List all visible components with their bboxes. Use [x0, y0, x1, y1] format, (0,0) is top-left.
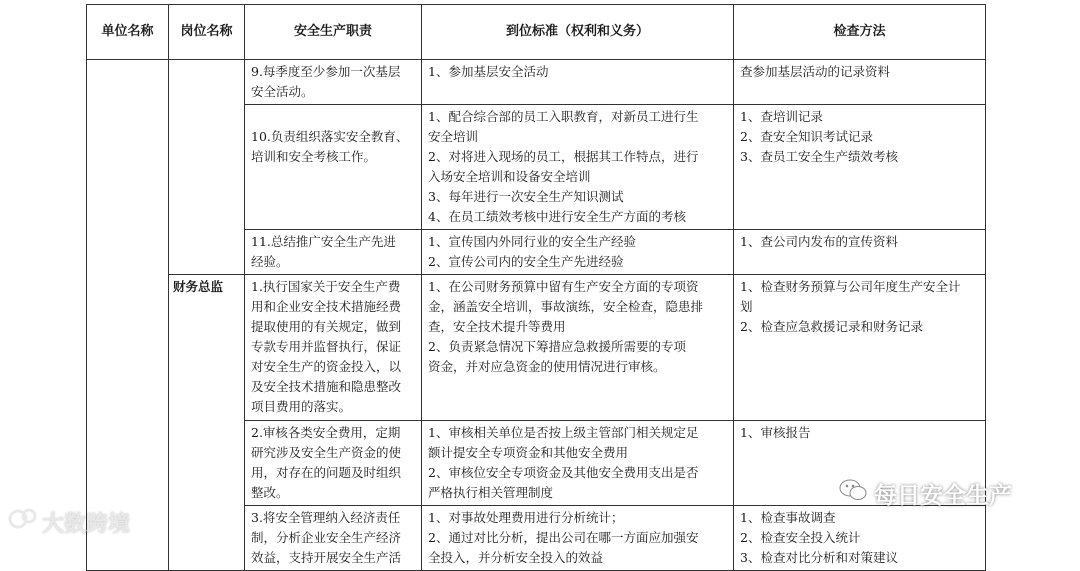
method-cell	[734, 506, 986, 571]
method-cell	[734, 230, 986, 275]
header-post: 岗位名称	[169, 5, 245, 60]
standard-line: 额计提安全专项资金和其他安全费用	[428, 445, 629, 460]
duty-line: 经验。	[251, 254, 289, 269]
standard-line: 查，安全技术提升等费用	[428, 319, 566, 334]
standard-line: 1、对事故处理费用进行分析统计；	[428, 510, 624, 525]
standard-line: 3、每年进行一次安全生产知识测试	[428, 189, 624, 204]
standard-line: 2、负责紧急情况下筹措应急救援所需要的专项	[428, 339, 686, 354]
standard-line: 2、审核位安全专项资金及其他安全费用支出是否	[428, 465, 699, 480]
duty-cell	[245, 105, 422, 230]
watermark-right	[838, 476, 1012, 510]
standard-line: 4、在员工绩效考核中进行安全生产方面的考核	[428, 209, 686, 224]
method-line: 1、检查事故调查	[740, 510, 836, 525]
duty-line: 用和企业安全技术措施经费	[251, 299, 402, 314]
method-line: 1、查公司内发布的宣传资料	[740, 234, 898, 249]
header-method: 检查方法	[734, 5, 986, 60]
header-duty: 安全生产职责	[245, 5, 422, 60]
duty-line: 3.将安全管理纳入经济责任	[251, 510, 401, 525]
post-cell: 财务总监	[169, 275, 245, 571]
duty-line: 提取使用的有关规定，做到	[251, 319, 402, 334]
standard-line: 1、配合综合部的员工入职教育，对新员工进行生	[428, 109, 699, 124]
duty-line: 9.每季度至少参加一次基层	[251, 64, 401, 79]
standard-line: 2、对将进入现场的员工，根据其工作特点，进行	[428, 149, 699, 164]
duty-line: 安全活动。	[251, 84, 314, 99]
duty-cell	[245, 421, 422, 506]
duty-line: 项目费用的落实。	[251, 399, 352, 414]
duty-line: 专款专用并监督执行，保证	[251, 339, 402, 354]
duty-cell	[245, 506, 422, 571]
table-header-row	[87, 5, 986, 60]
standard-line: 1、参加基层安全活动	[428, 64, 549, 79]
method-cell	[734, 275, 986, 421]
standard-line: 安全培训	[428, 129, 479, 144]
standard-cell	[422, 421, 734, 506]
standard-line: 全投入，并分析安全投入的效益	[428, 550, 604, 565]
watermark-logo-icon	[8, 507, 38, 537]
duty-line: 及安全技术措施和隐患整改	[251, 379, 402, 394]
watermark-left	[8, 508, 130, 536]
unit-cell	[87, 60, 169, 571]
standard-line: 1、宣传国内外同行业的安全生产经验	[428, 234, 636, 249]
duty-cell	[245, 275, 422, 421]
duty-line: 制，分析企业安全生产经济	[251, 530, 402, 545]
standard-line: 1、在公司财务预算中留有生产安全方面的专项资	[428, 279, 699, 294]
standard-line: 严格执行相关管理制度	[428, 485, 554, 500]
standard-line: 2、通过对比分析，提出公司在哪一方面应加强安	[428, 530, 699, 545]
method-line: 划	[740, 299, 753, 314]
method-line: 3、查员工安全生产绩效考核	[740, 149, 898, 164]
duty-line: 用，对存在的问题及时组织	[251, 465, 402, 480]
header-standard: 到位标准（权利和义务）	[422, 5, 734, 60]
method-line: 2、查安全知识考试记录	[740, 129, 873, 144]
duty-line: 效益，支持开展安全生产活	[251, 550, 402, 565]
duty-line: 对安全生产的资金投入，以	[251, 359, 402, 374]
table-row	[87, 60, 986, 105]
duty-line: 培训和安全考核工作。	[251, 149, 377, 164]
standard-cell	[422, 275, 734, 421]
duty-line: 10.负责组织落实安全教育、	[251, 129, 409, 144]
standard-line: 金，涵盖安全培训，事故演练，安全检查，隐患排	[428, 299, 704, 314]
duty-line: 11.总结推广安全生产先进	[251, 234, 396, 249]
duty-line: 研究涉及安全生产资金的使	[251, 445, 402, 460]
method-line: 2、检查应急救援记录和财务记录	[740, 319, 923, 334]
duty-line	[251, 107, 415, 127]
table-row	[87, 275, 986, 421]
standard-cell	[422, 230, 734, 275]
standard-cell	[422, 506, 734, 571]
method-line: 1、审核报告	[740, 425, 811, 440]
method-line: 2、检查安全投入统计	[740, 530, 861, 545]
duty-line: 1.执行国家关于安全生产费	[251, 279, 401, 294]
standard-line: 2、宣传公司内的安全生产先进经验	[428, 254, 624, 269]
method-line: 3、检查对比分析和对策建议	[740, 550, 898, 565]
header-unit: 单位名称	[87, 5, 169, 60]
duty-cell	[245, 230, 422, 275]
standard-cell	[422, 60, 734, 105]
duty-line: 整改。	[251, 485, 289, 500]
method-line: 1、查培训记录	[740, 109, 823, 124]
method-cell	[734, 60, 986, 105]
standard-cell	[422, 105, 734, 230]
post-cell	[169, 60, 245, 275]
standard-line: 入场安全培训和设备安全培训	[428, 169, 591, 184]
watermark-right-text: 每日安全生产	[874, 482, 1012, 509]
watermark-left-text: 大数跨境	[42, 511, 131, 537]
standard-line: 1、审核相关单位是否按上级主管部门相关规定足	[428, 425, 699, 440]
method-line: 查参加基层活动的记录资料	[740, 64, 891, 79]
method-cell	[734, 105, 986, 230]
standard-line: 资金，并对应急资金的使用情况进行审核。	[428, 359, 666, 374]
method-line: 1、检查财务预算与公司年度生产安全计	[740, 279, 961, 294]
duty-line: 2.审核各类安全费用，定期	[251, 425, 401, 440]
duty-cell	[245, 60, 422, 105]
wechat-icon	[838, 477, 868, 509]
